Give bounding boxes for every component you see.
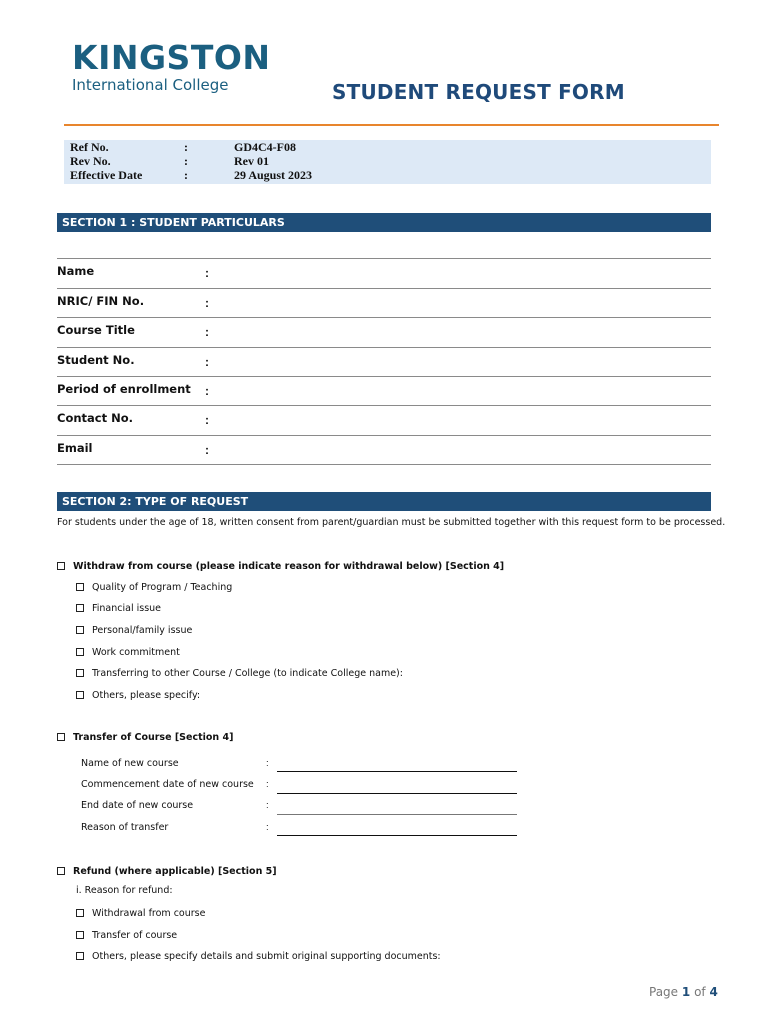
transfer-field-colon: : (266, 758, 269, 769)
refund-label: Refund (where applicable) [Section 5] (73, 865, 277, 877)
field-divider (57, 464, 711, 465)
withdraw-reason-quality[interactable] (76, 580, 232, 594)
reason-label: Quality of Program / Teaching (92, 581, 233, 593)
field-label-contact-no: Contact No. (57, 411, 133, 425)
logo-main-text: KINGSTON (72, 38, 271, 77)
field-label-student-no: Student No. (57, 353, 135, 367)
end-date-line[interactable] (277, 814, 517, 815)
refund-reason-withdrawal[interactable] (76, 906, 205, 920)
transfer-reason-line[interactable] (277, 835, 517, 836)
transfer-field-colon: : (266, 779, 269, 790)
transfer-field-colon: : (266, 800, 269, 811)
reason-label: Withdrawal from course (92, 907, 206, 919)
refund-reason-transfer[interactable] (76, 928, 177, 942)
field-label-email: Email (57, 441, 93, 455)
field-divider (57, 376, 711, 377)
field-label-course-title: Course Title (57, 323, 135, 337)
field-colon: : (205, 266, 209, 280)
withdraw-reason-others[interactable] (76, 688, 200, 702)
college-logo (72, 40, 271, 94)
field-divider (57, 288, 711, 289)
checkbox[interactable] (76, 604, 84, 612)
checkbox[interactable] (57, 562, 65, 570)
withdraw-reason-financial[interactable] (76, 601, 161, 615)
refund-reason-heading: i. Reason for refund: (76, 885, 173, 896)
page-total: 4 (709, 985, 718, 999)
refund-reason-others[interactable] (76, 949, 441, 963)
page-current: 1 (681, 985, 691, 999)
field-colon: : (205, 296, 209, 310)
consent-note: For students under the age of 18, written consent from parent/guardian must be submitted together with this request form to be processed. (57, 517, 726, 528)
field-colon: : (205, 325, 209, 339)
ref-value: GD4C4-F08 (234, 140, 296, 154)
transfer-option[interactable] (57, 730, 233, 744)
section1-header: SECTION 1 : STUDENT PARTICULARS (57, 213, 711, 232)
field-colon: : (205, 355, 209, 369)
field-divider (57, 435, 711, 436)
field-divider (57, 405, 711, 406)
field-label-name: Name (57, 264, 95, 278)
reason-label: Transferring to other Course / College (to indicate College name): (92, 667, 403, 679)
ref-colon: : (184, 140, 188, 154)
section2-header: SECTION 2: TYPE OF REQUEST (57, 492, 711, 511)
ref-key: Ref No. (70, 140, 109, 154)
withdraw-reason-personal[interactable] (76, 623, 192, 637)
reason-label: Personal/family issue (92, 624, 193, 636)
checkbox[interactable] (76, 909, 84, 917)
page-number (649, 985, 718, 999)
ref-key: Rev No. (70, 154, 111, 168)
field-divider (57, 317, 711, 318)
withdraw-label: Withdraw from course (please indicate reason for withdrawal below) [Section 4] (73, 560, 505, 572)
reason-label: Others, please specify details and submit original supporting documents: (92, 950, 441, 962)
transfer-field-label: Reason of transfer (81, 822, 169, 833)
field-divider (57, 258, 711, 259)
checkbox[interactable] (57, 733, 65, 741)
checkbox[interactable] (76, 691, 84, 699)
withdraw-reason-transferring[interactable] (76, 666, 403, 680)
transfer-field-label: Name of new course (81, 758, 179, 769)
field-label-period-of-enrollment: Period of enrollment (57, 382, 191, 396)
field-label-nric: NRIC/ FIN No. (57, 294, 145, 308)
field-colon: : (205, 413, 209, 427)
header-divider (64, 124, 719, 126)
field-colon: : (205, 384, 209, 398)
logo-sub-text: International College (72, 76, 229, 94)
new-course-name-line[interactable] (277, 771, 517, 772)
transfer-field-colon: : (266, 822, 269, 833)
checkbox[interactable] (76, 583, 84, 591)
reason-label: Transfer of course (92, 929, 178, 941)
transfer-field-label: End date of new course (81, 800, 194, 811)
ref-key: Effective Date (70, 168, 143, 182)
refund-option[interactable] (57, 864, 277, 878)
field-divider (57, 347, 711, 348)
ref-colon: : (184, 168, 188, 182)
document-reference-box (64, 140, 711, 184)
ref-value: 29 August 2023 (234, 168, 313, 182)
withdraw-reason-work[interactable] (76, 645, 180, 659)
withdraw-option[interactable] (57, 559, 504, 573)
commencement-date-line[interactable] (277, 793, 517, 794)
of-word: of (694, 985, 706, 999)
transfer-field-label: Commencement date of new course (81, 779, 254, 790)
checkbox[interactable] (76, 952, 84, 960)
ref-colon: : (184, 154, 188, 168)
checkbox[interactable] (76, 626, 84, 634)
checkbox[interactable] (76, 931, 84, 939)
reason-label: Work commitment (92, 646, 180, 658)
transfer-label: Transfer of Course [Section 4] (73, 731, 234, 743)
reason-label: Others, please specify: (92, 689, 201, 701)
page-word: Page (649, 985, 679, 999)
checkbox[interactable] (76, 648, 84, 656)
field-colon: : (205, 443, 209, 457)
form-title: STUDENT REQUEST FORM (332, 80, 625, 104)
checkbox[interactable] (57, 867, 65, 875)
ref-value: Rev 01 (234, 154, 269, 168)
reason-label: Financial issue (92, 602, 162, 614)
checkbox[interactable] (76, 669, 84, 677)
